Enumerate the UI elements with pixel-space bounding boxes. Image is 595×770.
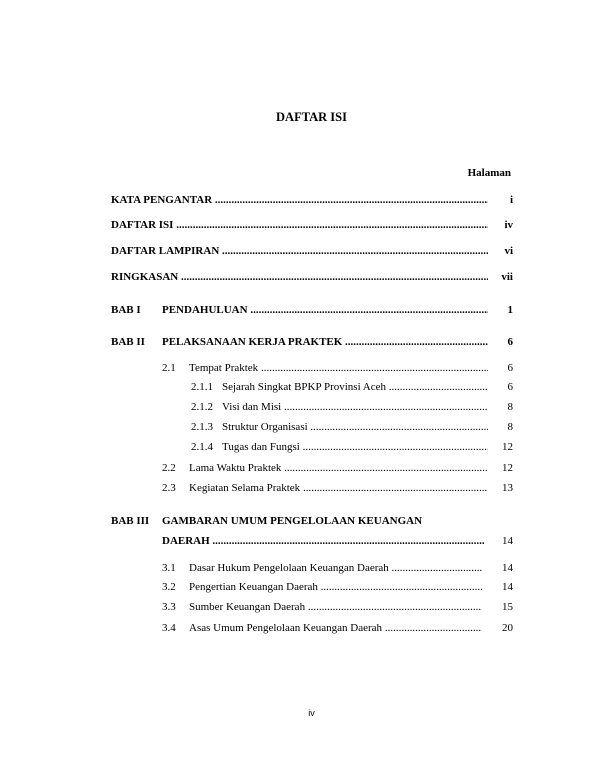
section-number: 2.1 <box>162 362 176 374</box>
subsection-number: 2.1.3 <box>191 421 213 433</box>
subsection-page: 6 <box>507 381 513 393</box>
section-number: 3.3 <box>162 601 176 613</box>
chapter-title: PENDAHULUAN ..... <box>162 303 488 317</box>
subsection-page: 8 <box>507 401 513 413</box>
section-label: Kegiatan Selama Praktek ..... <box>189 481 488 495</box>
toc-entry-kata-pengantar <box>111 193 513 207</box>
chapter-page: 1 <box>507 304 513 316</box>
toc-section <box>111 561 513 575</box>
subsection-label: Tugas dan Fungsi ..... <box>222 440 488 454</box>
section-label: Pengertian Keuangan Daerah ..... <box>189 580 482 594</box>
toc-chapter-bab-3 <box>111 514 513 528</box>
section-label: Asas Umum Pengelolaan Keuangan Daerah ..... <box>189 621 482 635</box>
subsection-number: 2.1.4 <box>191 441 213 453</box>
chapter-page: 6 <box>507 336 513 348</box>
chapter-title-line-2: DAERAH ..... <box>162 534 484 548</box>
toc-entry-label: DAFTAR LAMPIRAN ..... <box>111 244 488 258</box>
chapter-title-line-1: GAMBARAN UMUM PENGELOLAAN KEUANGAN <box>162 515 423 527</box>
chapter-number: BAB II <box>111 336 145 348</box>
page-number-footer: iv <box>308 708 315 718</box>
toc-subsection <box>111 440 513 454</box>
section-label: Sumber Keuangan Daerah ..... <box>189 600 482 614</box>
toc-subsection <box>111 400 513 414</box>
section-label: Dasar Hukum Pengelolaan Keuangan Daerah ..... <box>189 561 482 575</box>
subsection-number: 2.1.2 <box>191 401 213 413</box>
section-page: 13 <box>502 482 513 494</box>
chapter-title: PELAKSANAAN KERJA PRAKTEK ..... <box>162 335 488 349</box>
toc-chapter-bab-1 <box>111 303 513 317</box>
section-label: Lama Waktu Praktek ..... <box>189 461 488 475</box>
section-page: 15 <box>502 601 513 613</box>
section-number: 2.3 <box>162 482 176 494</box>
subsection-label: Visi dan Misi ..... <box>222 400 488 414</box>
toc-section <box>111 461 513 475</box>
toc-section <box>111 580 513 594</box>
section-label: Tempat Praktek ..... <box>189 361 488 375</box>
section-page: 14 <box>502 562 513 574</box>
subsection-page: 8 <box>507 421 513 433</box>
toc-entry-page: iv <box>504 219 513 231</box>
toc-entry-page: vi <box>504 245 513 257</box>
toc-entry-label: KATA PENGANTAR ..... <box>111 193 488 207</box>
toc-section <box>111 621 513 635</box>
toc-entry-label: RINGKASAN ..... <box>111 270 488 284</box>
toc-section <box>111 361 513 375</box>
toc-chapter-bab-2 <box>111 335 513 349</box>
section-page: 6 <box>507 362 513 374</box>
subsection-label: Struktur Organisasi ..... <box>222 420 488 434</box>
section-number: 3.2 <box>162 581 176 593</box>
section-page: 12 <box>502 462 513 474</box>
section-number: 3.4 <box>162 622 176 634</box>
subsection-page: 12 <box>502 441 513 453</box>
subsection-number: 2.1.1 <box>191 381 213 393</box>
chapter-page: 14 <box>502 535 513 547</box>
toc-entry-daftar-isi <box>111 218 513 232</box>
section-page: 20 <box>502 622 513 634</box>
page-title: DAFTAR ISI <box>276 110 347 124</box>
section-number: 3.1 <box>162 562 176 574</box>
toc-entry-ringkasan <box>111 270 513 284</box>
page-column-header: Halaman <box>467 167 511 179</box>
toc-section <box>111 481 513 495</box>
toc-subsection <box>111 420 513 434</box>
toc-entry-page: i <box>509 194 513 206</box>
toc-entry-label: DAFTAR ISI ..... <box>111 218 488 232</box>
subsection-label: Sejarah Singkat BPKP Provinsi Aceh ..... <box>222 380 488 394</box>
toc-entry-page: vii <box>501 271 513 283</box>
section-page: 14 <box>502 581 513 593</box>
toc-subsection <box>111 380 513 394</box>
toc-section <box>111 600 513 614</box>
toc-entry-daftar-lampiran <box>111 244 513 258</box>
chapter-number: BAB I <box>111 304 141 316</box>
section-number: 2.2 <box>162 462 176 474</box>
chapter-number: BAB III <box>111 515 150 527</box>
toc-chapter-bab-3-cont <box>111 534 513 548</box>
